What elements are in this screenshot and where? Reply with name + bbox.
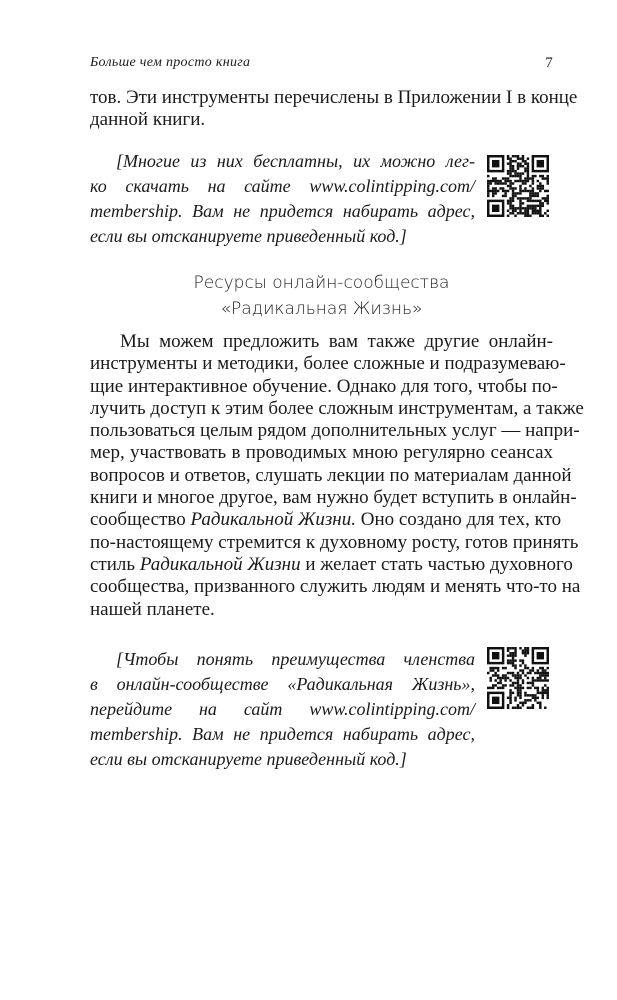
text-line: данной книги.	[90, 109, 206, 131]
note-line: membership. Вам не придется набирать адрес,	[90, 724, 475, 744]
note-line: ко скачать на сайте www.colintipping.com/	[90, 176, 475, 196]
note-line: если вы отсканируете приведенный код.]	[90, 226, 407, 246]
note-line: в онлайн-сообществе «Радикальная Жизнь»,	[90, 674, 475, 694]
text-segment: и желает стать частью духовного	[300, 553, 573, 575]
text-line: Мы можем предложить вам также другие онлайн-	[120, 331, 553, 352]
note-line: если вы отсканируете приведенный код.]	[90, 749, 407, 769]
qr-code-icon[interactable]	[487, 155, 549, 217]
note-line: [Многие из них бесплатны, их можно лег-	[116, 151, 475, 171]
text-line	[90, 509, 562, 531]
text-line: нашей планете.	[90, 598, 215, 620]
note-membership-tools	[90, 149, 475, 249]
text-line: пользоваться целым рядом дополнительных услуг — напри-	[90, 420, 580, 442]
text-line: щие интерактивное обучение. Однако для того, чтобы по-	[90, 375, 558, 397]
text-segment: стиль	[90, 553, 140, 575]
text-line	[90, 553, 573, 576]
heading-line: «Радикальная Жизнь»	[220, 299, 423, 319]
heading-line: Ресурсы онлайн-сообщества	[193, 273, 450, 293]
text-line: тов. Эти инструменты перечислены в Приложении I в конце	[90, 87, 578, 108]
note-line: [Чтобы понять преимущества членства	[116, 649, 475, 669]
italic-term: Радикальной Жизни	[139, 553, 301, 575]
note-line: membership. Вам не придется набирать адрес,	[90, 201, 475, 221]
page-number: 7	[545, 55, 553, 71]
note-line: перейдите на сайт www.colintipping.com/	[90, 699, 475, 719]
text-line: сообщества, призванного служить людям и менять что-то на	[90, 576, 581, 598]
text-segment: сообщество	[90, 509, 191, 531]
intro-text	[90, 87, 578, 132]
italic-term: Радикальной Жизни.	[190, 509, 356, 531]
text-line: по-настоящему стремится к духовному росту, готов принять	[90, 531, 579, 553]
text-line: книги и многое другое, вам нужно будет вступить в онлайн-	[90, 487, 577, 509]
text-line: лучить доступ к этим более сложным инструментам, а также	[90, 397, 584, 419]
section-heading	[90, 270, 553, 322]
qr-code-icon[interactable]	[487, 647, 549, 709]
running-header	[90, 55, 553, 71]
text-line: инструменты и методики, более сложные и подразумеваю-	[90, 353, 566, 375]
main-paragraph	[90, 331, 584, 621]
text-line: вопросов и ответов, слушать лекции по материалам данной	[90, 464, 572, 486]
running-title: Больше чем просто книга	[90, 55, 251, 70]
text-line: мер, участвовать в проводимых мною регулярно сеансах	[90, 442, 553, 464]
text-segment: Оно создано для тех, кто	[355, 509, 562, 531]
note-membership-benefits	[90, 647, 475, 772]
